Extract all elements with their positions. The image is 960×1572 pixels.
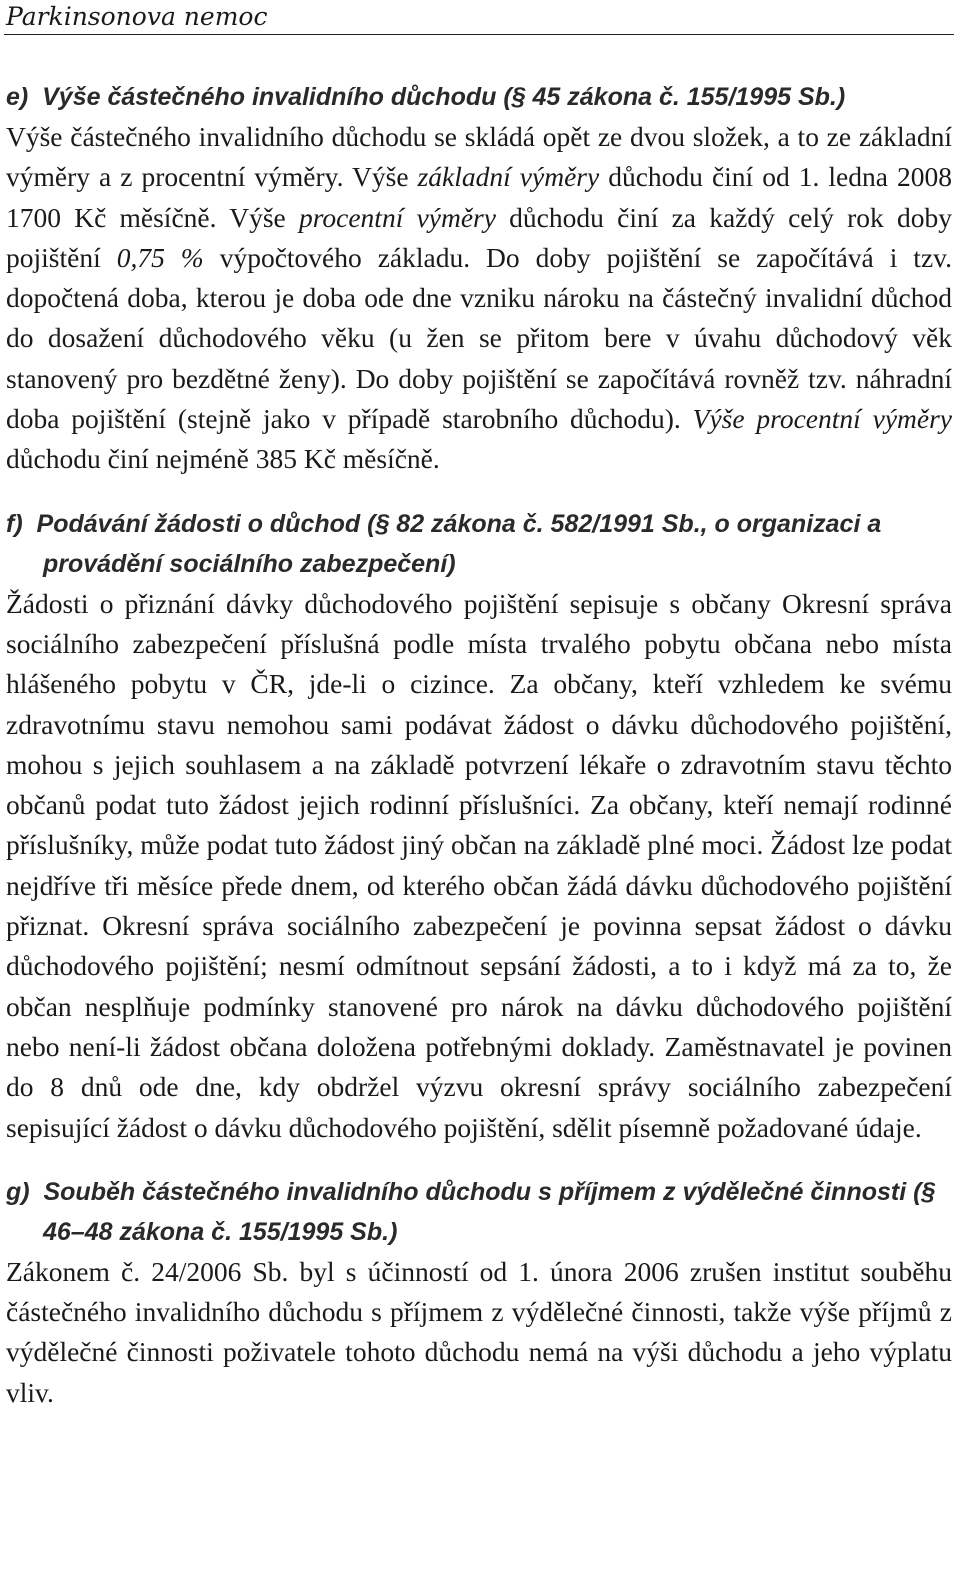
emphasis-run: 0,75 % xyxy=(116,241,204,273)
text-run: výpočtového základu. Do doby pojištění se započítává i tzv. dopočtená doba, kterou je doba ode dne vzniku nároku na částečný invalidní důchod do dosažení důchodového věku (u žen se přitom bere v úvahu důchodový věk stanovený pro bezdětné ženy). Do doby pojištění se započítává rovněž tzv. náhradní doba pojištění (stejně jako v případě starobního důchodu). xyxy=(6,241,952,435)
section-heading-e: e) Výše částečného invalidního důchodu (§ 45 zákona č. 155/1995 Sb.) xyxy=(6,83,846,111)
emphasis-run: Výše procentní výměry xyxy=(692,403,953,435)
emphasis-run: procentní výměry xyxy=(298,201,496,233)
section-g xyxy=(6,1172,952,1413)
text-run: důchodu činí za každý celý rok doby pojištění xyxy=(6,201,952,273)
running-head: Parkinsonova nemoc xyxy=(6,2,268,31)
header-rule xyxy=(4,34,954,35)
section-heading-f: f) Podávání žádosti o důchod (§ 82 zákona č. 582/1991 Sb., o organizaci a provádění sociálního zabezpečení) xyxy=(6,509,882,578)
section-paragraph-g: Zákonem č. 24/2006 Sb. byl s účinností od 1. února 2006 zrušen institut souběhu částečného invalidního důchodu s příjmem z výdělečné činnosti, takže výše příjmů z výdělečné činnosti poživatele tohoto důchodu nemá na výši důchodu a jeho výplatu vliv. xyxy=(6,1255,952,1408)
text-run: důchodu činí nejméně 385 Kč měsíčně. xyxy=(6,443,440,475)
emphasis-run: základní výměry xyxy=(417,161,600,193)
section-e xyxy=(6,77,952,480)
text-run: důchodu činí od 1. ledna 2008 1700 Kč měsíčně. Výše xyxy=(6,161,952,233)
text-run: Výše částečného invalidního důchodu se skládá opět ze dvou složek, a to ze základní výměry a z procentní výměry. Výše xyxy=(6,121,952,193)
section-paragraph-f: Žádosti o přiznání dávky důchodového pojištění sepisuje s občany Okresní správa sociálního zabezpečení příslušná podle místa trvalého pobytu občana nebo místa hlášeného pobytu v ČR, jde-li o cizince. Za občany, kteří vzhledem ke svému zdravotnímu stavu nemohou sami podávat žádost o dávku důchodového pojištění, mohou s jejich souhlasem a na základě potvrzení lékaře o zdravotním stavu těchto občanů podat tuto žádost jejich rodinní příslušníci. Za občany, kteří nemají rodinné příslušníky, může podat tuto žádost jiný občan na základě plné moci. Žádost lze podat nejdříve tři měsíce přede dnem, od kterého občan žádá dávku důchodového pojištění přiznat. Okresní správa sociálního zabezpečení je povinna sepsat žádost o dávku důchodového pojištění; nesmí odmítnout sepsání žádosti, a to i když má za to, že občan nesplňuje podmínky stanovené pro nárok na dávku důchodového pojištění nebo není-li žádost občana doložena potřebnými doklady. Zaměstnavatel je povinen do 8 dnů ode dne, kdy obdržel výzvu okresní správy sociálního zabezpečení sepisující žádost o dávku důchodového pojištění, sdělit písemně požadované údaje. xyxy=(6,587,952,1143)
document-page xyxy=(6,0,952,1413)
section-paragraph-e xyxy=(6,117,952,480)
section-f xyxy=(6,504,952,1148)
section-heading-g: g) Souběh částečného invalidního důchodu s příjmem z výdělečné činnosti (§ 46–48 zákona č. 155/1995 Sb.) xyxy=(6,1177,936,1246)
